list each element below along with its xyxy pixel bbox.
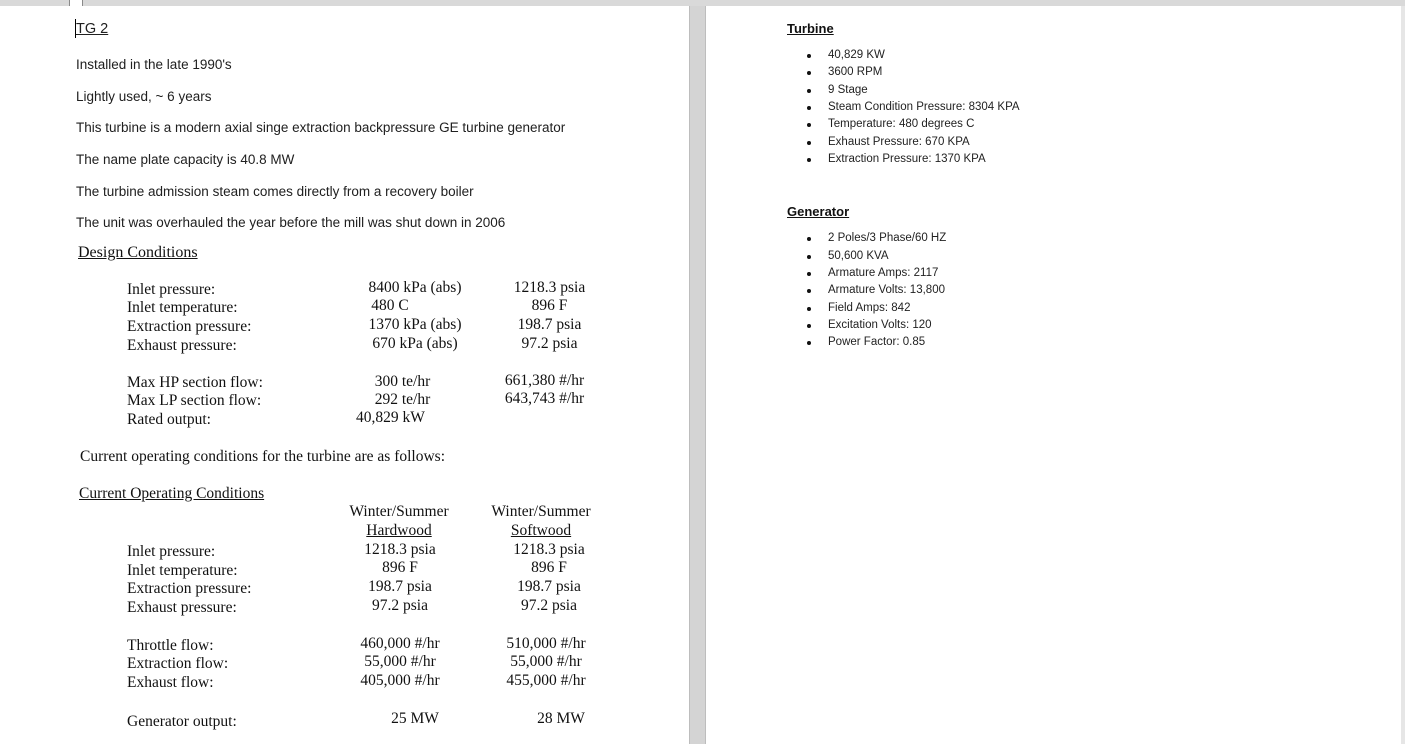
design-si-value: 8400 kPa (abs) <box>368 279 462 296</box>
bullet-icon <box>807 255 811 259</box>
turbine-spec-text: 3600 RPM <box>828 66 883 78</box>
design-si-value: 1370 kPa (abs) <box>368 316 462 333</box>
intro-line-4: The name plate capacity is 40.8 MW <box>76 152 295 167</box>
softwood-flow: 455,000 #/hr <box>506 672 586 689</box>
turbine-spec-text: Temperature: 480 degrees C <box>828 118 975 130</box>
document-page-right <box>706 6 1401 744</box>
intro-line-2: Lightly used, ~ 6 years <box>76 89 212 104</box>
intro-line-6: The unit was overhauled the year before the mill was shut down in 2006 <box>76 215 506 230</box>
design-si-value: 480 C <box>371 297 409 314</box>
design-label: Extraction pressure: <box>127 318 252 335</box>
flow-label: Max LP section flow: <box>127 392 262 409</box>
flow-si-value: 300 te/hr <box>374 373 431 390</box>
bullet-icon <box>807 289 811 293</box>
design-imperial-value: 198.7 psia <box>517 316 582 333</box>
bullet-icon <box>807 54 811 58</box>
bullet-icon <box>807 71 811 75</box>
softwood-value: 1218.3 psia <box>513 541 585 558</box>
hardwood-value: 1218.3 psia <box>364 541 436 558</box>
current-label: Extraction pressure: <box>127 580 252 597</box>
flow-label: Max HP section flow: <box>127 374 263 391</box>
flow-label: Throttle flow: <box>127 637 214 654</box>
design-imperial-value: 896 F <box>531 297 568 314</box>
generator-spec-text: Power Factor: 0.85 <box>828 336 926 348</box>
col-head-softwood: Softwood <box>510 522 572 539</box>
generator-spec-text: Armature Volts: 13,800 <box>828 284 945 296</box>
generator-output-label: Generator output: <box>127 713 237 730</box>
hardwood-flow: 405,000 #/hr <box>360 672 440 689</box>
design-label: Exhaust pressure: <box>127 337 237 354</box>
bullet-icon <box>807 272 811 276</box>
design-label: Inlet temperature: <box>127 299 238 316</box>
generator-spec-text: Armature Amps: 2117 <box>828 267 939 279</box>
intro-line-3: This turbine is a modern axial singe extraction backpressure GE turbine generator <box>76 120 566 135</box>
design-label: Inlet pressure: <box>127 281 216 298</box>
hardwood-value: 97.2 psia <box>372 597 428 614</box>
rated-output-value: 40,829 kW <box>356 409 425 426</box>
col-head-softwood-season: Winter/Summer <box>491 503 591 520</box>
turbine-spec-text: 40,829 KW <box>828 49 885 61</box>
flow-label: Extraction flow: <box>127 655 229 672</box>
generator-spec-text: 50,600 KVA <box>828 250 889 262</box>
bullet-icon <box>807 341 811 345</box>
bullet-icon <box>807 324 811 328</box>
turbine-spec-text: 9 Stage <box>828 84 868 96</box>
page-gutter <box>689 6 706 744</box>
bullet-icon <box>807 307 811 311</box>
softwood-value: 896 F <box>531 559 567 576</box>
generator-spec-text: 2 Poles/3 Phase/60 HZ <box>828 232 947 244</box>
generator-spec-text: Field Amps: 842 <box>828 302 911 314</box>
hardwood-value: 198.7 psia <box>368 578 432 595</box>
intro-line-5: The turbine admission steam comes directly from a recovery boiler <box>76 184 474 199</box>
bullet-icon <box>807 237 811 241</box>
document-title[interactable]: TG 2 <box>76 21 109 37</box>
design-conditions-heading: Design Conditions <box>78 244 198 261</box>
flow-label: Rated output: <box>127 411 211 428</box>
softwood-value: 198.7 psia <box>517 578 581 595</box>
current-label: Inlet temperature: <box>127 562 238 579</box>
generator-spec-text: Excitation Volts: 120 <box>828 319 932 331</box>
generator-output-hardwood: 25 MW <box>391 710 439 727</box>
bullet-icon <box>807 106 811 110</box>
turbine-spec-text: Exhaust Pressure: 670 KPA <box>828 136 970 148</box>
design-imperial-value: 1218.3 psia <box>513 279 586 296</box>
hardwood-flow: 55,000 #/hr <box>364 653 436 670</box>
bullet-icon <box>807 89 811 93</box>
flow-imperial-value: 661,380 #/hr <box>504 372 585 389</box>
current-conditions-heading: Current Operating Conditions <box>79 485 265 502</box>
bullet-icon <box>807 158 811 162</box>
flow-si-value: 292 te/hr <box>374 391 431 408</box>
design-imperial-value: 97.2 psia <box>521 335 578 352</box>
softwood-flow: 55,000 #/hr <box>510 653 582 670</box>
bullet-icon <box>807 123 811 127</box>
turbine-spec-text: Steam Condition Pressure: 8304 KPA <box>828 101 1020 113</box>
col-head-hardwood-season: Winter/Summer <box>349 503 449 520</box>
turbine-heading: Turbine <box>787 21 834 36</box>
generator-output-softwood: 28 MW <box>537 710 585 727</box>
design-si-value: 670 kPa (abs) <box>372 335 458 352</box>
hardwood-value: 896 F <box>382 559 418 576</box>
intro-line-1: Installed in the late 1990's <box>76 57 232 72</box>
generator-heading: Generator <box>787 204 850 219</box>
current-intro-text: Current operating conditions for the turbine are as follows: <box>80 448 446 465</box>
hardwood-flow: 460,000 #/hr <box>360 635 440 652</box>
flow-imperial-value: 643,743 #/hr <box>504 390 585 407</box>
softwood-value: 97.2 psia <box>521 597 577 614</box>
softwood-flow: 510,000 #/hr <box>506 635 586 652</box>
bullet-icon <box>807 141 811 145</box>
col-head-hardwood: Hardwood <box>366 522 432 539</box>
flow-label: Exhaust flow: <box>127 674 214 691</box>
current-label: Inlet pressure: <box>127 543 216 560</box>
text-cursor <box>75 19 76 38</box>
current-label: Exhaust pressure: <box>127 599 237 616</box>
turbine-spec-text: Extraction Pressure: 1370 KPA <box>828 153 986 165</box>
